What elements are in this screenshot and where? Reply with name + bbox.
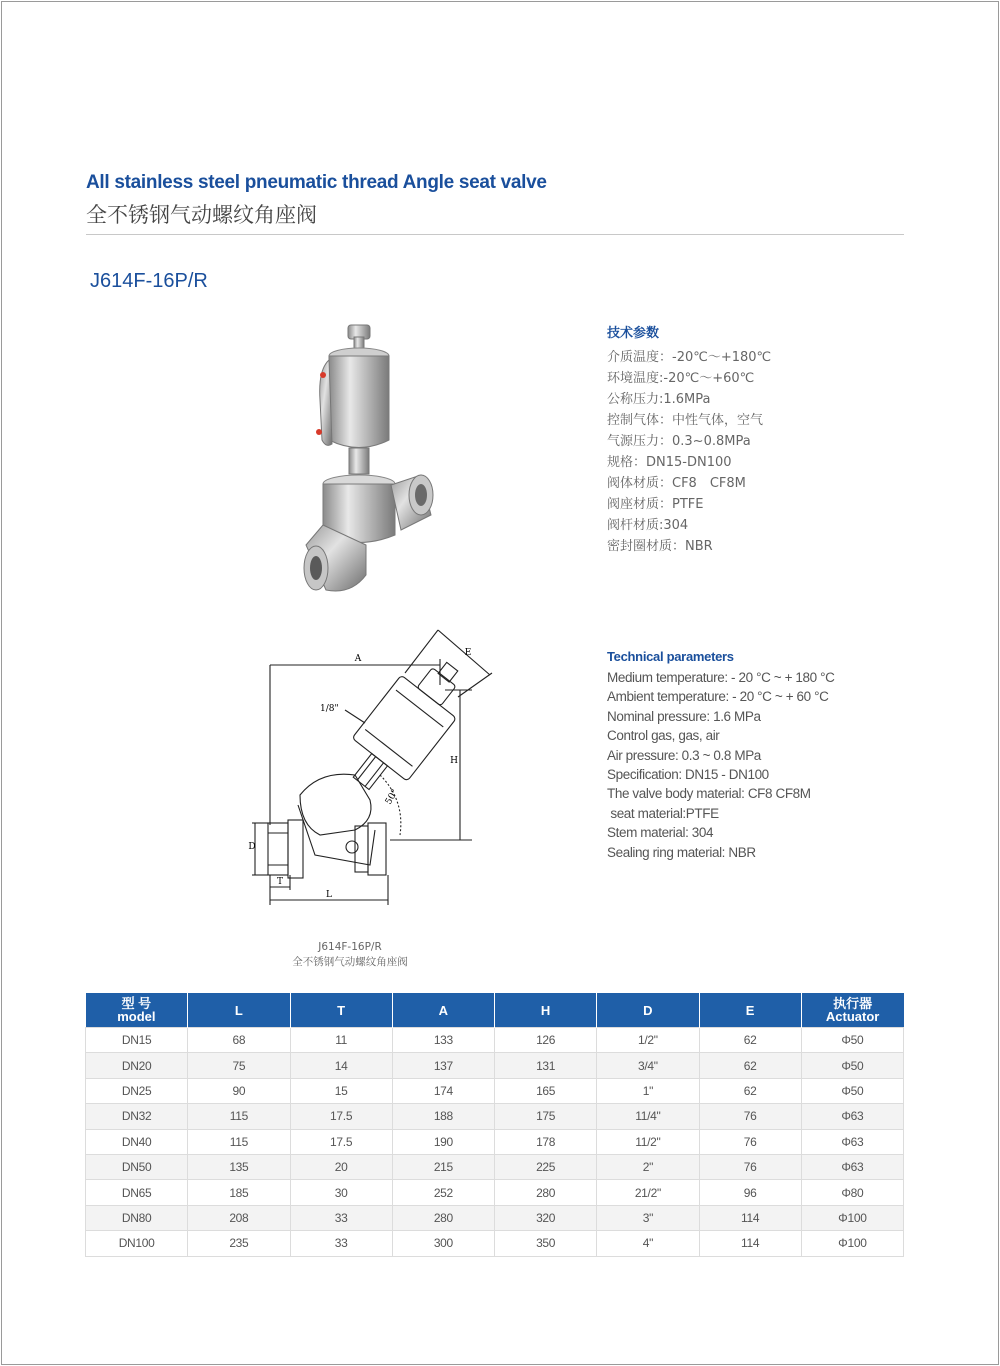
valve-dimension-drawing — [240, 625, 510, 910]
table-cell: Φ50 — [801, 1028, 903, 1053]
param-cn-line: 阀杆材质:304 — [607, 518, 689, 533]
table-cell: 178 — [495, 1129, 597, 1154]
table-cell: 90 — [188, 1078, 290, 1103]
table-cell: 11 — [290, 1028, 392, 1053]
col-header-t: T — [290, 993, 392, 1028]
dim-label-thread: 1/8" — [320, 704, 339, 714]
table-cell: 75 — [188, 1053, 290, 1078]
table-cell: 174 — [392, 1078, 494, 1103]
table-row — [86, 1053, 904, 1078]
dim-label-h: H — [450, 756, 458, 766]
col-header-en: model — [117, 1009, 156, 1024]
table-cell: 62 — [699, 1053, 801, 1078]
table-cell: 131 — [495, 1053, 597, 1078]
table-cell: 2" — [597, 1154, 699, 1179]
table-cell: Φ100 — [801, 1231, 903, 1256]
col-header-model — [86, 993, 188, 1028]
table-cell: 320 — [495, 1205, 597, 1230]
table-cell: DN15 — [86, 1028, 188, 1053]
param-en-line: Nominal pressure: 1.6 MPa — [607, 708, 761, 724]
table-header-row — [86, 993, 904, 1028]
table-cell: 280 — [495, 1180, 597, 1205]
table-cell: 96 — [699, 1180, 801, 1205]
col-header-cn: 型 号 — [121, 996, 152, 1011]
param-cn-line: 密封圈材质：NBR — [607, 539, 713, 554]
table-cell: 185 — [188, 1180, 290, 1205]
dim-label-t: T — [276, 877, 284, 887]
col-header-e: E — [699, 993, 801, 1028]
table-row — [86, 1129, 904, 1154]
table-cell: Φ63 — [801, 1129, 903, 1154]
table-cell: 17.5 — [290, 1104, 392, 1129]
param-en-line: Ambient temperature: - 20 °C ~ + 60 °C — [607, 689, 829, 705]
param-en-line: The valve body material: CF8 CF8M — [607, 786, 811, 802]
table-cell: 190 — [392, 1129, 494, 1154]
table-cell: Φ100 — [801, 1205, 903, 1230]
table-row — [86, 1154, 904, 1179]
param-cn-line: 介质温度：-20℃～+180℃ — [607, 350, 772, 365]
param-cn-line: 气源压力：0.3~0.8MPa — [607, 434, 751, 449]
table-cell: DN40 — [86, 1129, 188, 1154]
params-cn-heading: 技术参数 — [607, 326, 660, 341]
dim-label-d: D — [248, 842, 256, 852]
table-cell: 76 — [699, 1104, 801, 1129]
col-header-cn: 执行器 — [833, 996, 873, 1011]
param-cn-line: 规格：DN15-DN100 — [607, 455, 732, 470]
table-cell: 20 — [290, 1154, 392, 1179]
params-en-heading: Technical parameters — [607, 649, 734, 664]
table-cell: 14 — [290, 1053, 392, 1078]
col-header-d: D — [597, 993, 699, 1028]
title-chinese: 全不锈钢气动螺纹角座阀 — [86, 203, 317, 227]
table-cell: 188 — [392, 1104, 494, 1129]
param-cn-line: 环境温度:-20℃～+60℃ — [607, 371, 755, 386]
table-cell: 33 — [290, 1205, 392, 1230]
table-cell: 76 — [699, 1154, 801, 1179]
table-cell: 114 — [699, 1231, 801, 1256]
param-en-line: Sealing ring material: NBR — [607, 844, 756, 860]
table-cell: 133 — [392, 1028, 494, 1053]
table-cell: 175 — [495, 1104, 597, 1129]
table-cell: 62 — [699, 1028, 801, 1053]
table-cell: 68 — [188, 1028, 290, 1053]
table-cell: Φ50 — [801, 1078, 903, 1103]
table-cell: Φ63 — [801, 1154, 903, 1179]
table-cell: 4" — [597, 1231, 699, 1256]
table-row — [86, 1205, 904, 1230]
col-header-l: L — [188, 993, 290, 1028]
spec-table — [85, 993, 904, 1257]
caption-model: J614F-16P/R — [318, 941, 382, 953]
param-cn-line: 阀体材质：CF8 CF8M — [607, 476, 746, 491]
table-cell: 3" — [597, 1205, 699, 1230]
table-cell: DN65 — [86, 1180, 188, 1205]
table-row — [86, 1104, 904, 1129]
table-cell: Φ63 — [801, 1104, 903, 1129]
dim-label-e: E — [464, 648, 472, 658]
table-cell: DN32 — [86, 1104, 188, 1129]
table-cell: Φ50 — [801, 1053, 903, 1078]
param-en-line: seat material:PTFE — [607, 805, 719, 821]
table-cell: 165 — [495, 1078, 597, 1103]
table-row — [86, 1078, 904, 1103]
param-cn-line: 控制气体：中性气体，空气 — [607, 413, 764, 428]
table-row — [86, 1180, 904, 1205]
table-cell: 115 — [188, 1104, 290, 1129]
col-header-actuator — [801, 993, 903, 1028]
table-cell: 30 — [290, 1180, 392, 1205]
table-cell: 15 — [290, 1078, 392, 1103]
drawing-caption — [200, 940, 500, 970]
param-en-line: Medium temperature: - 20 °C ~ + 180 °C — [607, 670, 835, 685]
valve-photo — [296, 320, 446, 605]
col-header-en: Actuator — [825, 1009, 880, 1024]
param-en-line: Specification: DN15 - DN100 — [607, 767, 769, 783]
table-row — [86, 1231, 904, 1256]
technical-params-cn — [607, 322, 771, 557]
table-cell: 1/2" — [597, 1028, 699, 1053]
table-cell: 21/2" — [597, 1180, 699, 1205]
table-cell: 17.5 — [290, 1129, 392, 1154]
technical-params-en — [607, 649, 834, 862]
table-cell: 1" — [597, 1078, 699, 1103]
table-cell: DN25 — [86, 1078, 188, 1103]
table-cell: 115 — [188, 1129, 290, 1154]
table-cell: DN50 — [86, 1154, 188, 1179]
col-header-a: A — [392, 993, 494, 1028]
caption-name: 全不锈钢气动螺纹角座阀 — [292, 956, 408, 968]
dim-label-angle: 50° — [383, 787, 401, 807]
table-cell: DN100 — [86, 1231, 188, 1256]
param-en-line: Stem material: 304 — [607, 825, 714, 841]
table-cell: 137 — [392, 1053, 494, 1078]
table-cell: 62 — [699, 1078, 801, 1103]
table-cell: 114 — [699, 1205, 801, 1230]
title-divider — [86, 234, 904, 235]
table-cell: 208 — [188, 1205, 290, 1230]
table-cell: Φ80 — [801, 1180, 903, 1205]
table-row — [86, 1028, 904, 1053]
table-cell: 126 — [495, 1028, 597, 1053]
table-cell: 252 — [392, 1180, 494, 1205]
param-cn-line: 阀座材质：PTFE — [607, 497, 704, 512]
model-code: J614F-16P/R — [90, 270, 208, 292]
table-body — [86, 1028, 904, 1257]
table-cell: 350 — [495, 1231, 597, 1256]
table-cell: 235 — [188, 1231, 290, 1256]
dim-label-a: A — [354, 654, 362, 664]
table-cell: 11/4" — [597, 1104, 699, 1129]
table-cell: 300 — [392, 1231, 494, 1256]
col-header-h: H — [495, 993, 597, 1028]
param-cn-line: 公称压力:1.6MPa — [607, 392, 711, 407]
table-cell: DN80 — [86, 1205, 188, 1230]
table-cell: 33 — [290, 1231, 392, 1256]
table-cell: 3/4" — [597, 1053, 699, 1078]
table-cell: 11/2" — [597, 1129, 699, 1154]
table-cell: DN20 — [86, 1053, 188, 1078]
table-cell: 215 — [392, 1154, 494, 1179]
param-en-line: Control gas, gas, air — [607, 728, 720, 744]
table-cell: 280 — [392, 1205, 494, 1230]
table-cell: 225 — [495, 1154, 597, 1179]
title-english: All stainless steel pneumatic thread Angle seat valve — [86, 172, 547, 193]
table-cell: 76 — [699, 1129, 801, 1154]
table-cell: 135 — [188, 1154, 290, 1179]
param-en-line: Air pressure: 0.3 ~ 0.8 MPa — [607, 747, 761, 763]
dim-label-l: L — [326, 890, 332, 900]
